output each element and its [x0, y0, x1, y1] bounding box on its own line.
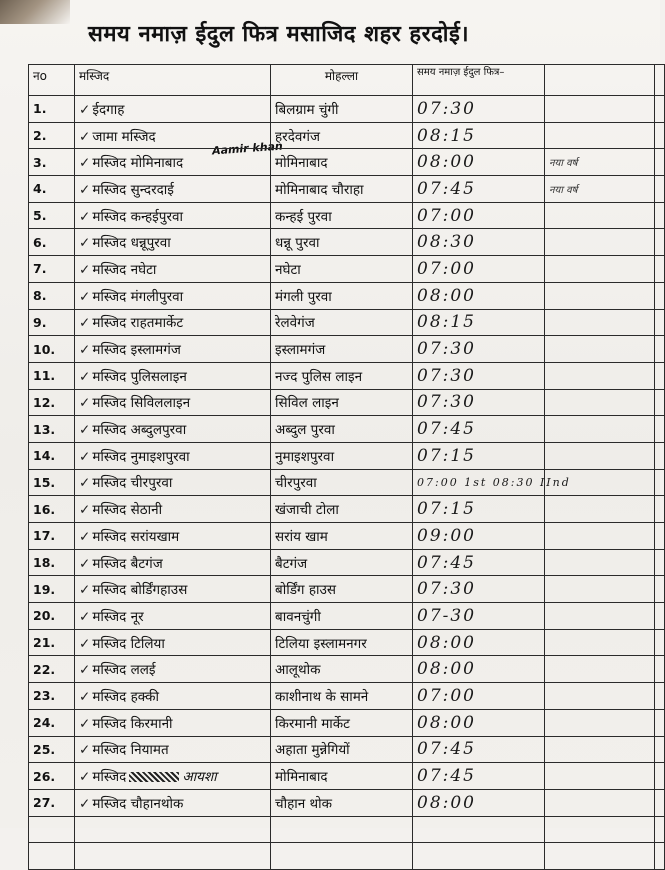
masjid-name-text: मस्जिद अब्दुलपुरवा [92, 422, 187, 439]
checkmark-icon: ✓ [79, 128, 91, 145]
row-edge-cell [655, 709, 665, 736]
row-mohalla: नज्द पुलिस लाइन [271, 362, 413, 389]
row-namaz-time: 07:00 [413, 683, 545, 710]
row-namaz-time: 07:30 [413, 336, 545, 363]
checkmark-icon: ✓ [79, 528, 91, 545]
row-mohalla: रेलवेगंज [271, 309, 413, 336]
checkmark-icon: ✓ [79, 688, 91, 705]
masjid-name-text: मस्जिद किरमानी [92, 715, 173, 732]
row-note [545, 709, 655, 736]
blank-table-row [29, 843, 665, 870]
blank-cell [413, 843, 545, 870]
time-header: समय नमाज़ ईदुल फित्र– [413, 65, 545, 96]
row-mohalla: इस्लामगंज [271, 336, 413, 363]
checkmark-icon: ✓ [79, 715, 91, 732]
row-mohalla: कन्हई पुरवा [271, 202, 413, 229]
masjid-name-text: मस्जिद नुमाइशपुरवा [92, 448, 190, 465]
checkmark-icon: ✓ [79, 555, 91, 572]
row-masjid-name [75, 683, 271, 710]
row-masjid-name [75, 549, 271, 576]
table-row [29, 763, 665, 790]
masjid-name-text: मस्जिद सिविललाइन [92, 395, 191, 412]
checkmark-icon: ✓ [79, 235, 91, 252]
row-note [545, 576, 655, 603]
row-serial-number: 24. [29, 709, 75, 736]
row-note [545, 629, 655, 656]
masjid-name-text: मस्जिद हक्की [92, 688, 160, 705]
blank-cell [271, 843, 413, 870]
masjid-name-text: मस्जिद टिलिया [92, 635, 165, 652]
checkmark-icon: ✓ [79, 448, 91, 465]
row-note [545, 442, 655, 469]
row-serial-number: 7. [29, 256, 75, 283]
row-masjid-name [75, 469, 271, 496]
edge-header [655, 65, 665, 96]
row-mohalla: आलूथोक [271, 656, 413, 683]
row-edge-cell [655, 736, 665, 763]
row-mohalla: काशीनाथ के सामने [271, 683, 413, 710]
row-serial-number: 26. [29, 763, 75, 790]
row-edge-cell [655, 576, 665, 603]
row-masjid-name [75, 336, 271, 363]
checkmark-icon: ✓ [79, 502, 91, 519]
row-serial-number: 12. [29, 389, 75, 416]
row-masjid-name [75, 256, 271, 283]
watermark-text: Aamir khan [211, 139, 284, 158]
row-note [545, 763, 655, 790]
row-serial-number: 8. [29, 282, 75, 309]
row-note [545, 336, 655, 363]
table-row [29, 282, 665, 309]
masjid-name-text: मस्जिद ललई [92, 662, 156, 679]
row-namaz-time: 07:30 [413, 96, 545, 123]
blank-table-row [29, 816, 665, 843]
checkmark-icon: ✓ [79, 475, 91, 492]
row-serial-number: 14. [29, 442, 75, 469]
checkmark-icon: ✓ [79, 368, 91, 385]
masjid-name-text: जामा मस्जिद [92, 128, 156, 145]
row-edge-cell [655, 523, 665, 550]
note-header [545, 65, 655, 96]
table-row [29, 603, 665, 630]
strikeout-scribble [129, 772, 179, 782]
row-edge-cell [655, 336, 665, 363]
row-edge-cell [655, 549, 665, 576]
checkmark-icon: ✓ [79, 181, 91, 198]
row-edge-cell [655, 309, 665, 336]
row-masjid-name [75, 229, 271, 256]
blank-cell [75, 843, 271, 870]
row-mohalla: बैटगंज [271, 549, 413, 576]
row-note [545, 656, 655, 683]
row-serial-number: 22. [29, 656, 75, 683]
row-serial-number: 3. [29, 149, 75, 176]
row-namaz-time: 08:15 [413, 122, 545, 149]
masjid-name-text: मस्जिद [92, 769, 127, 786]
checkmark-icon: ✓ [79, 342, 91, 359]
row-masjid-name [75, 202, 271, 229]
table-row [29, 576, 665, 603]
row-masjid-name [75, 96, 271, 123]
row-serial-number: 21. [29, 629, 75, 656]
row-mohalla: मोमिनाबाद [271, 149, 413, 176]
row-namaz-time: 07:00 [413, 256, 545, 283]
row-namaz-time: 08:00 [413, 656, 545, 683]
row-masjid-name [75, 176, 271, 203]
blank-cell [655, 843, 665, 870]
table-row [29, 256, 665, 283]
masjid-header: मस्जिद [75, 65, 271, 96]
checkmark-icon: ✓ [79, 395, 91, 412]
row-edge-cell [655, 789, 665, 816]
row-mohalla: नघेटा [271, 256, 413, 283]
table-row [29, 122, 665, 149]
row-mohalla: नुमाइशपुरवा [271, 442, 413, 469]
row-namaz-time: 08:00 [413, 282, 545, 309]
row-masjid-name [75, 603, 271, 630]
row-mohalla: अब्दुल पुरवा [271, 416, 413, 443]
row-mohalla: हरदेवगंज [271, 122, 413, 149]
row-mohalla: चौहान थोक [271, 789, 413, 816]
row-masjid-name [75, 523, 271, 550]
row-note [545, 736, 655, 763]
row-note [545, 683, 655, 710]
row-edge-cell [655, 389, 665, 416]
row-note: नया वर्ष [545, 176, 655, 203]
document-title: समय नमाज़ ईदुल फित्र मसाजिद शहर हरदोई। [88, 22, 470, 47]
row-masjid-name [75, 789, 271, 816]
row-namaz-time: 07:15 [413, 496, 545, 523]
row-masjid-name [75, 416, 271, 443]
row-mohalla: बिलग्राम चुंगी [271, 96, 413, 123]
row-mohalla: मंगली पुरवा [271, 282, 413, 309]
table-row [29, 96, 665, 123]
masjid-name-text: मस्जिद इस्लामगंज [92, 342, 181, 359]
row-masjid-name [75, 656, 271, 683]
row-edge-cell [655, 442, 665, 469]
row-mohalla: बोर्डिंग हाउस [271, 576, 413, 603]
table-row [29, 362, 665, 389]
row-masjid-name [75, 309, 271, 336]
masjid-name-text: मस्जिद कन्हईपुरवा [92, 208, 184, 225]
table-row [29, 309, 665, 336]
row-mohalla: मोमिनाबाद चौराहा [271, 176, 413, 203]
row-serial-number: 1. [29, 96, 75, 123]
row-serial-number: 4. [29, 176, 75, 203]
table-row [29, 202, 665, 229]
row-namaz-time: 07:30 [413, 389, 545, 416]
row-note [545, 362, 655, 389]
row-edge-cell [655, 683, 665, 710]
row-namaz-time: 07:45 [413, 763, 545, 790]
timings-table-wrap [28, 64, 664, 824]
table-row [29, 176, 665, 203]
blank-cell [655, 816, 665, 843]
row-mohalla: टिलिया इस्लामनगर [271, 629, 413, 656]
checkmark-icon: ✓ [79, 769, 91, 786]
row-mohalla: मोमिनाबाद [271, 763, 413, 790]
row-note [545, 549, 655, 576]
checkmark-icon: ✓ [79, 422, 91, 439]
masjid-name-text: मस्जिद धन्नूपुरवा [92, 235, 171, 252]
handwritten-masjid-name: आयशा [182, 769, 217, 786]
row-serial-number: 9. [29, 309, 75, 336]
row-serial-number: 2. [29, 122, 75, 149]
row-masjid-name [75, 629, 271, 656]
sr-header: नo [29, 65, 75, 96]
table-row [29, 629, 665, 656]
table-header-row [29, 65, 665, 96]
row-edge-cell [655, 176, 665, 203]
blank-cell [271, 816, 413, 843]
masjid-name-text: मस्जिद नघेटा [92, 261, 157, 278]
row-note [545, 603, 655, 630]
checkmark-icon: ✓ [79, 315, 91, 332]
row-serial-number: 27. [29, 789, 75, 816]
checkmark-icon: ✓ [79, 101, 91, 118]
row-note [545, 496, 655, 523]
row-mohalla: सरांय खाम [271, 523, 413, 550]
checkmark-icon: ✓ [79, 288, 91, 305]
mohalla-header: मोहल्ला [271, 65, 413, 96]
row-namaz-time: 07:15 [413, 442, 545, 469]
masjid-name-text: मस्जिद सेठानी [92, 502, 163, 519]
row-note [545, 309, 655, 336]
row-edge-cell [655, 202, 665, 229]
row-masjid-name [75, 736, 271, 763]
row-note [545, 389, 655, 416]
table-row [29, 389, 665, 416]
row-namaz-time: 08:00 [413, 149, 545, 176]
row-masjid-name [75, 389, 271, 416]
row-masjid-name [75, 763, 271, 790]
row-serial-number: 18. [29, 549, 75, 576]
row-serial-number: 23. [29, 683, 75, 710]
row-serial-number: 20. [29, 603, 75, 630]
table-row [29, 229, 665, 256]
checkmark-icon: ✓ [79, 261, 91, 278]
row-masjid-name [75, 442, 271, 469]
row-namaz-time: 07:00 1st 08:30 IInd [413, 469, 545, 496]
row-namaz-time: 07:30 [413, 362, 545, 389]
row-masjid-name [75, 122, 271, 149]
page-corner-shadow [0, 0, 70, 24]
row-note [545, 523, 655, 550]
table-row [29, 709, 665, 736]
table-row [29, 789, 665, 816]
row-namaz-time: 07:45 [413, 416, 545, 443]
masjid-name-text: मस्जिद नियामत [92, 742, 169, 759]
row-note [545, 789, 655, 816]
row-namaz-time: 08:15 [413, 309, 545, 336]
row-serial-number: 17. [29, 523, 75, 550]
table-row [29, 469, 665, 496]
blank-cell [29, 816, 75, 843]
masjid-name-text: मस्जिद सुन्दरदाई [92, 181, 174, 198]
table-row [29, 416, 665, 443]
row-note [545, 416, 655, 443]
row-serial-number: 11. [29, 362, 75, 389]
row-edge-cell [655, 629, 665, 656]
masjid-name-text: मस्जिद बोर्डिंगहाउस [92, 582, 188, 599]
blank-cell [545, 843, 655, 870]
masjid-name-text: मस्जिद बैटगंज [92, 555, 163, 572]
masjid-name-text: मस्जिद नूर [92, 608, 144, 625]
masjid-name-text: मस्जिद राहतमार्केट [92, 315, 184, 332]
table-row [29, 523, 665, 550]
row-namaz-time: 08:00 [413, 629, 545, 656]
row-edge-cell [655, 416, 665, 443]
row-serial-number: 19. [29, 576, 75, 603]
row-mohalla: अहाता मुन्नेगियों [271, 736, 413, 763]
row-serial-number: 13. [29, 416, 75, 443]
blank-cell [413, 816, 545, 843]
table-row [29, 496, 665, 523]
row-namaz-time: 07-30 [413, 603, 545, 630]
checkmark-icon: ✓ [79, 155, 91, 172]
row-note [545, 202, 655, 229]
row-edge-cell [655, 149, 665, 176]
row-masjid-name [75, 576, 271, 603]
row-namaz-time: 09:00 [413, 523, 545, 550]
row-namaz-time: 08:00 [413, 709, 545, 736]
row-note [545, 282, 655, 309]
row-edge-cell [655, 763, 665, 790]
masjid-name-text: मस्जिद चीरपुरवा [92, 475, 173, 492]
table-row [29, 149, 665, 176]
checkmark-icon: ✓ [79, 582, 91, 599]
table-row [29, 549, 665, 576]
row-note [545, 96, 655, 123]
blank-cell [29, 843, 75, 870]
row-mohalla: चीरपुरवा [271, 469, 413, 496]
row-serial-number: 6. [29, 229, 75, 256]
row-edge-cell [655, 122, 665, 149]
blank-cell [545, 816, 655, 843]
row-edge-cell [655, 256, 665, 283]
row-edge-cell [655, 603, 665, 630]
row-edge-cell [655, 362, 665, 389]
row-note: नया वर्ष [545, 149, 655, 176]
table-row [29, 736, 665, 763]
row-edge-cell [655, 229, 665, 256]
masjid-name-text: मस्जिद मोमिनाबाद [92, 155, 184, 172]
masjid-name-text: मस्जिद सरांयखाम [92, 528, 180, 545]
row-namaz-time: 08:30 [413, 229, 545, 256]
row-note [545, 256, 655, 283]
masjid-name-text: मस्जिद मंगलीपुरवा [92, 288, 184, 305]
row-mohalla: सिविल लाइन [271, 389, 413, 416]
row-serial-number: 16. [29, 496, 75, 523]
checkmark-icon: ✓ [79, 635, 91, 652]
row-mohalla: धन्नू पुरवा [271, 229, 413, 256]
row-masjid-name [75, 282, 271, 309]
table-row [29, 336, 665, 363]
row-serial-number: 5. [29, 202, 75, 229]
row-mohalla: किरमानी मार्केट [271, 709, 413, 736]
row-edge-cell [655, 469, 665, 496]
row-namaz-time: 07:30 [413, 576, 545, 603]
table-row [29, 656, 665, 683]
eid-namaz-timings-table [28, 64, 665, 870]
masjid-name-text: ईदगाह [92, 101, 125, 118]
checkmark-icon: ✓ [79, 608, 91, 625]
checkmark-icon: ✓ [79, 662, 91, 679]
row-note [545, 229, 655, 256]
row-namaz-time: 08:00 [413, 789, 545, 816]
table-row [29, 683, 665, 710]
row-serial-number: 25. [29, 736, 75, 763]
row-edge-cell [655, 96, 665, 123]
row-mohalla: खंजाची टोला [271, 496, 413, 523]
checkmark-icon: ✓ [79, 208, 91, 225]
row-edge-cell [655, 496, 665, 523]
row-serial-number: 10. [29, 336, 75, 363]
row-masjid-name [75, 709, 271, 736]
blank-cell [75, 816, 271, 843]
row-edge-cell [655, 656, 665, 683]
row-edge-cell [655, 282, 665, 309]
checkmark-icon: ✓ [79, 795, 91, 812]
row-namaz-time: 07:45 [413, 549, 545, 576]
row-serial-number: 15. [29, 469, 75, 496]
row-masjid-name [75, 149, 271, 176]
row-namaz-time: 07:45 [413, 736, 545, 763]
checkmark-icon: ✓ [79, 742, 91, 759]
row-note [545, 122, 655, 149]
row-mohalla: बावनचुंगी [271, 603, 413, 630]
table-row [29, 442, 665, 469]
masjid-name-text: मस्जिद चौहानथोक [92, 795, 184, 812]
row-masjid-name [75, 362, 271, 389]
row-namaz-time: 07:45 [413, 176, 545, 203]
table-body [29, 96, 665, 870]
row-masjid-name [75, 496, 271, 523]
masjid-name-text: मस्जिद पुलिसलाइन [92, 368, 187, 385]
row-namaz-time: 07:00 [413, 202, 545, 229]
